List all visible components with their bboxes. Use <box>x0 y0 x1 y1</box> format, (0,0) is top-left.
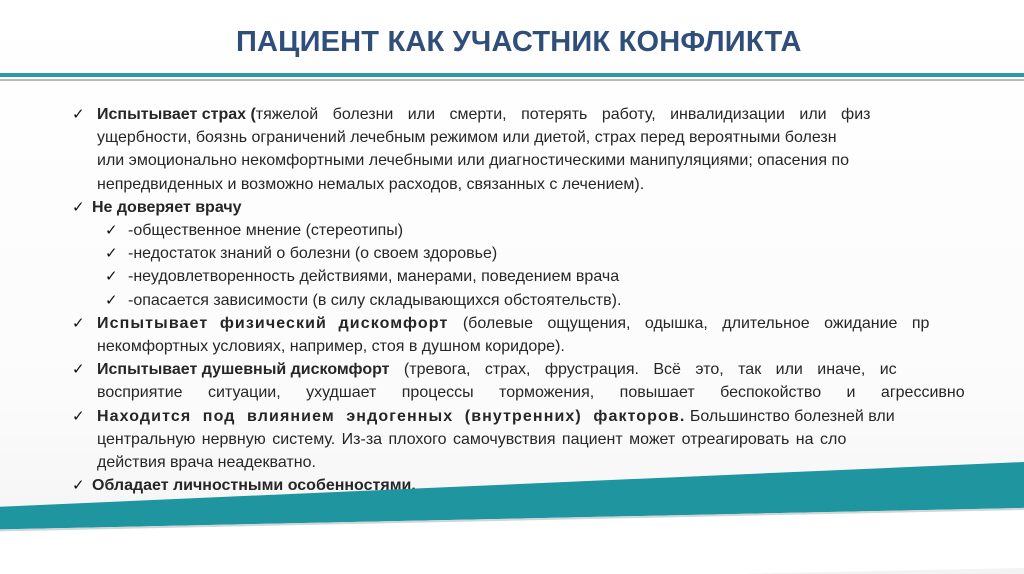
item-text: или эмоционально некомфортными лечебными или диагностическими манипуляциями; опасения по <box>97 152 850 170</box>
list-item-physical-discomfort <box>72 312 1024 335</box>
checkmark-icon: ✓ <box>105 245 118 263</box>
list-item-continuation <box>72 173 1024 196</box>
list-item-emotional-discomfort <box>72 358 1024 381</box>
list-item-endogenous-factors <box>72 405 1024 428</box>
sub-item <box>72 265 1024 288</box>
item-heading: Испытывает душевный дискомфорт <box>97 361 390 379</box>
checkmark-icon: ✓ <box>72 361 85 379</box>
checkmark-icon: ✓ <box>72 198 85 216</box>
bullet-list <box>72 103 1024 497</box>
list-item-continuation <box>72 335 1024 358</box>
checkmark-icon: ✓ <box>72 106 85 123</box>
sub-item <box>72 289 1024 312</box>
title-divider-teal <box>0 73 1024 77</box>
item-text: (тревога, страх, фрустрация. Всё это, так или иначе, ис <box>389 361 897 379</box>
item-text: ущербности, боязнь ограничений лечебным режимом или диетой, страх перед вероятными болезн <box>97 129 837 147</box>
item-text: некомфортных условиях, например, стоя в душном коридоре). <box>97 338 565 356</box>
sub-item <box>72 219 1024 242</box>
checkmark-icon: ✓ <box>72 477 85 495</box>
list-item-continuation <box>72 149 1024 172</box>
list-item-distrust <box>72 196 1024 219</box>
item-text: центральную нервную систему. Из-за плохого самочувствия пациент может отреагировать на сло <box>97 430 847 448</box>
item-heading: Находится под влиянием эндогенных (внутренних) факторов. <box>97 407 686 425</box>
item-text: (болевые ощущения, одышка, длительное ожидание пр <box>448 314 930 332</box>
item-heading: Обладает личностными особенностями. <box>92 477 416 495</box>
item-text: тяжелой болезни или смерти, потерять работу, инвалидизации или физ <box>255 106 871 123</box>
list-item-continuation <box>72 428 1024 451</box>
checkmark-icon: ✓ <box>72 314 85 332</box>
item-heading: Не доверяет врачу <box>92 198 242 216</box>
slide-title: ПАЦИЕНТ КАК УЧАСТНИК КОНФЛИКТА <box>236 26 802 58</box>
list-item-continuation <box>72 126 1024 149</box>
sub-item-text: -неудовлетворенность действиями, манерами, поведением врача <box>128 268 620 286</box>
sub-item <box>72 242 1024 265</box>
checkmark-icon: ✓ <box>105 222 118 240</box>
list-item-fear <box>72 103 1024 126</box>
checkmark-icon: ✓ <box>72 407 85 425</box>
item-text: непредвиденных и возможно немалых расходов, связанных с лечением). <box>97 175 645 193</box>
sub-item-text: -недостаток знаний о болезни (о своем здоровье) <box>128 245 498 263</box>
checkmark-icon: ✓ <box>105 268 118 286</box>
item-text: действия врача неадекватно. <box>97 454 316 472</box>
checkmark-icon: ✓ <box>105 291 118 309</box>
sub-item-text: -общественное мнение (стереотипы) <box>128 222 404 240</box>
title-divider-gray <box>0 79 1024 81</box>
list-item-continuation <box>72 381 1024 404</box>
sub-item-text: -опасается зависимости (в силу складывающихся обстоятельств). <box>128 291 622 309</box>
item-heading: Испытывает физический дискомфорт <box>97 314 449 332</box>
item-text: Большинство болезней вли <box>685 407 895 425</box>
item-heading: Испытывает страх ( <box>97 106 256 123</box>
item-text: восприятие ситуации, ухудшает процессы торможения, повышает беспокойство и агрессивно <box>97 384 965 402</box>
